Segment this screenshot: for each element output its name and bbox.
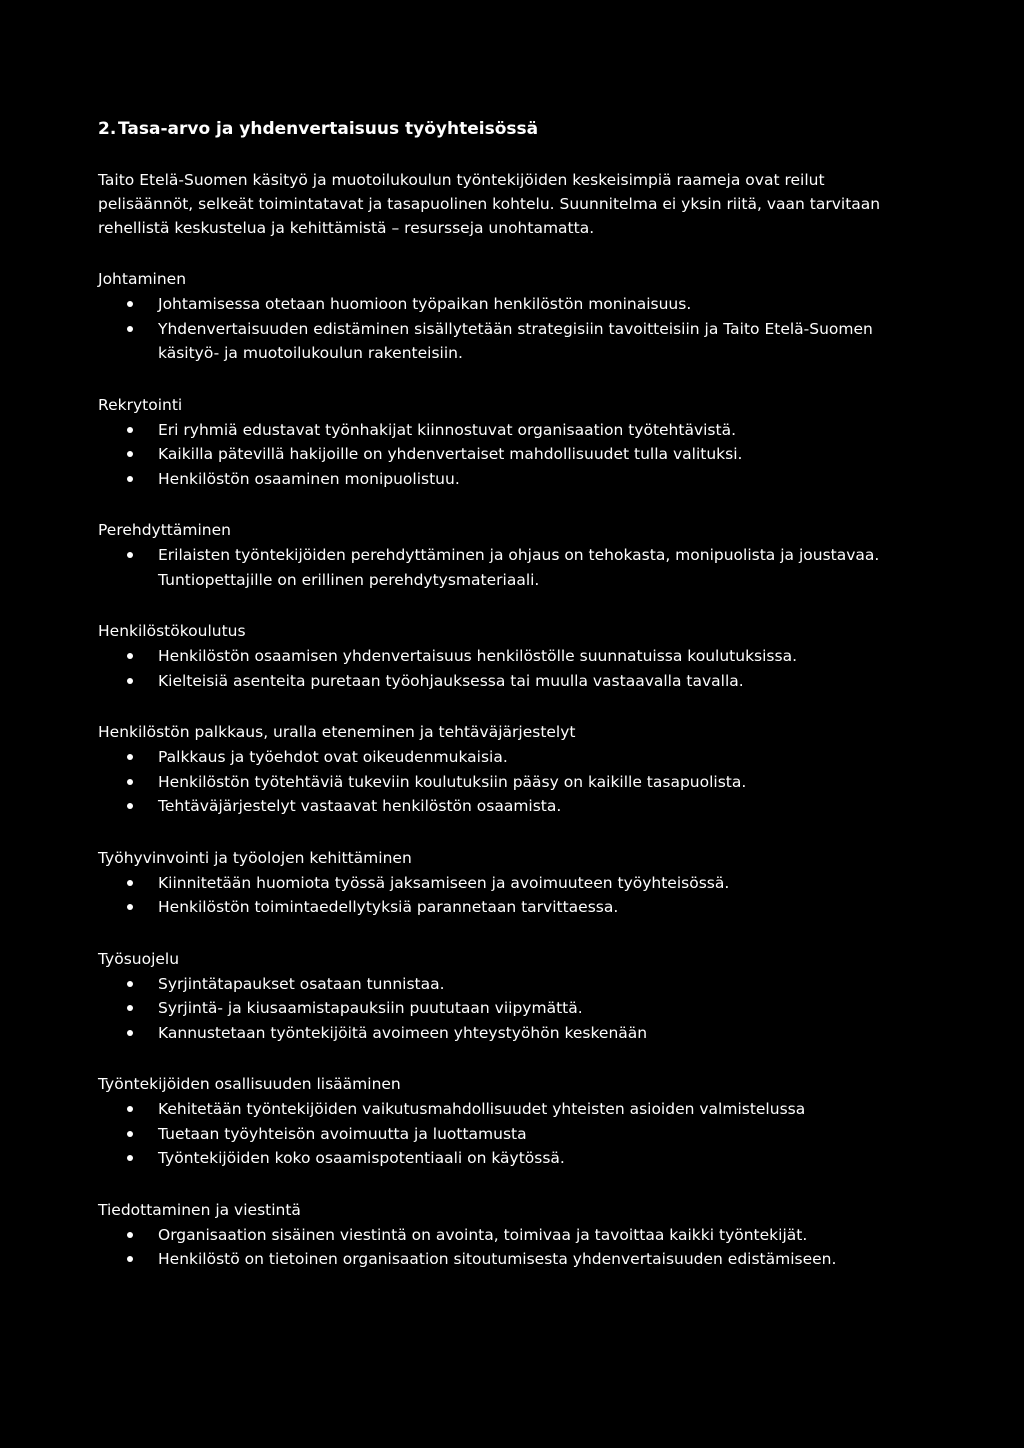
list-item-text: Henkilöstön toimintaedellytyksiä parannetaan tarvittaessa. — [158, 898, 619, 916]
list-item-text: Kielteisiä asenteita puretaan työohjauksessa tai muulla vastaavalla tavalla. — [158, 671, 744, 690]
list-item — [98, 1097, 918, 1122]
section-title: Työntekijöiden osallisuuden lisääminen — [98, 1075, 401, 1093]
bullet-icon — [127, 301, 133, 307]
bullet-icon — [127, 451, 133, 457]
bullet-icon — [127, 754, 133, 760]
list-item — [98, 871, 918, 896]
section-title: Johtaminen — [98, 270, 187, 288]
section-6 — [98, 946, 918, 1046]
list-item-text: Kehitetään työntekijöiden vaikutusmahdollisuudet yhteisten asioiden valmistelussa — [158, 1100, 806, 1118]
list-item — [98, 467, 918, 492]
section-title: Henkilöstökoulutus — [98, 622, 246, 640]
bullet-icon — [127, 427, 133, 433]
bullet-icon — [127, 1232, 133, 1238]
list-item — [98, 418, 918, 443]
bullet-icon — [127, 552, 133, 558]
list-item — [98, 770, 918, 795]
bullet-list — [98, 745, 918, 819]
list-item — [98, 972, 918, 997]
list-item-text: Henkilöstön osaaminen monipuolistuu. — [158, 469, 460, 488]
list-item — [98, 745, 918, 770]
document-page — [98, 116, 918, 1298]
bullet-icon — [127, 880, 133, 886]
bullet-list — [98, 1223, 918, 1272]
bullet-icon — [127, 779, 133, 785]
bullet-list — [98, 543, 918, 592]
section-title: Henkilöstön palkkaus, uralla eteneminen ja tehtäväjärjestelyt — [98, 723, 576, 741]
bullet-icon — [127, 803, 133, 809]
bullet-icon — [127, 678, 133, 684]
section-title: Perehdyttäminen — [98, 521, 231, 539]
sections-container — [98, 266, 918, 1272]
list-item-text: Tehtäväjärjestelyt vastaavat henkilöstön osaamista. — [158, 797, 562, 815]
list-item-text: Kaikilla pätevillä hakijoille on yhdenvertaiset mahdollisuudet tulla valituksi. — [158, 445, 743, 463]
section-heading — [98, 116, 918, 142]
section-2 — [98, 517, 918, 592]
bullet-icon — [127, 653, 133, 659]
bullet-list — [98, 1097, 918, 1171]
bullet-icon — [127, 476, 133, 482]
list-item — [98, 644, 918, 669]
section-3 — [98, 618, 918, 693]
list-item — [98, 1122, 918, 1147]
list-item-text: Henkilöstön osaamisen yhdenvertaisuus henkilöstölle suunnatuissa koulutuksissa. — [158, 647, 797, 665]
list-item-text: Erilaisten työntekijöiden perehdyttäminen ja ohjaus on tehokasta, monipuolista ja joustavaa. Tuntiopettajille on erillinen perehdytysmateriaali. — [158, 546, 880, 589]
list-item — [98, 292, 918, 317]
bullet-icon — [127, 981, 133, 987]
list-item — [98, 442, 918, 467]
list-item — [98, 669, 918, 694]
list-item — [98, 1223, 918, 1248]
list-item — [98, 895, 918, 920]
section-1 — [98, 392, 918, 492]
bullet-list — [98, 418, 918, 492]
list-item-text: Syrjintätapaukset osataan tunnistaa. — [158, 974, 445, 993]
bullet-list — [98, 972, 918, 1046]
list-item — [98, 1021, 918, 1046]
list-item-text: Työntekijöiden koko osaamispotentiaali on käytössä. — [158, 1149, 565, 1167]
bullet-icon — [127, 326, 133, 332]
intro-paragraph: Taito Etelä-Suomen käsityö ja muotoilukoulun työntekijöiden keskeisimpiä raameja ovat reilut pelisäännöt, selkeät toimintatavat ja tasapuolinen kohtelu. Suunnitelma ei yksin riitä, vaan tarvitaan rehellistä keskustelua ja kehittämistä – resursseja unohtamatta. — [98, 171, 881, 237]
list-item — [98, 1146, 918, 1171]
bullet-icon — [127, 1030, 133, 1036]
bullet-icon — [127, 1256, 133, 1262]
bullet-icon — [127, 1131, 133, 1137]
section-title: Työhyvinvointi ja työolojen kehittäminen — [98, 848, 412, 867]
heading-number: 2. — [98, 119, 117, 139]
bullet-icon — [127, 1005, 133, 1011]
list-item — [98, 996, 918, 1021]
list-item-text: Kiinnitetään huomiota työssä jaksamiseen ja avoimuuteen työyhteisössä. — [158, 873, 730, 892]
section-8 — [98, 1197, 918, 1272]
heading-title: Tasa-arvo ja yhdenvertaisuus työyhteisössä — [118, 119, 539, 139]
section-title: Rekrytointi — [98, 395, 183, 414]
bullet-list — [98, 292, 918, 366]
section-7 — [98, 1071, 918, 1171]
list-item-text: Henkilöstön työtehtäviä tukeviin koulutuksiin pääsy on kaikille tasapuolista. — [158, 772, 747, 791]
list-item-text: Organisaation sisäinen viestintä on avointa, toimivaa ja tavoittaa kaikki työntekijät. — [158, 1225, 808, 1244]
section-title: Työsuojelu — [98, 949, 180, 968]
section-0 — [98, 266, 918, 366]
list-item-text: Kannustetaan työntekijöitä avoimeen yhteystyöhön keskenään — [158, 1023, 648, 1042]
list-item-text: Syrjintä- ja kiusaamistapauksiin puututaan viipymättä. — [158, 999, 583, 1017]
list-item-text: Yhdenvertaisuuden edistäminen sisällytetään strategisiin tavoitteisiin ja Taito Etelä-Suomen käsityö- ja muotoilukoulun rakenteisiin. — [158, 319, 873, 362]
bullet-icon — [127, 1106, 133, 1112]
bullet-icon — [127, 904, 133, 910]
bullet-list — [98, 871, 918, 920]
list-item — [98, 543, 918, 592]
section-4 — [98, 719, 918, 819]
section-title: Tiedottaminen ja viestintä — [98, 1200, 301, 1219]
list-item-text: Eri ryhmiä edustavat työnhakijat kiinnostuvat organisaation työtehtävistä. — [158, 420, 737, 439]
list-item-text: Henkilöstö on tietoinen organisaation sitoutumisesta yhdenvertaisuuden edistämiseen. — [158, 1250, 837, 1268]
bullet-list — [98, 644, 918, 693]
list-item — [98, 1247, 918, 1272]
list-item — [98, 317, 918, 366]
section-5 — [98, 845, 918, 920]
list-item — [98, 794, 918, 819]
list-item-text: Palkkaus ja työehdot ovat oikeudenmukaisia. — [158, 748, 508, 766]
list-item-text: Tuetaan työyhteisön avoimuutta ja luottamusta — [158, 1124, 527, 1143]
list-item-text: Johtamisessa otetaan huomioon työpaikan henkilöstön moninaisuus. — [158, 295, 692, 313]
bullet-icon — [127, 1155, 133, 1161]
